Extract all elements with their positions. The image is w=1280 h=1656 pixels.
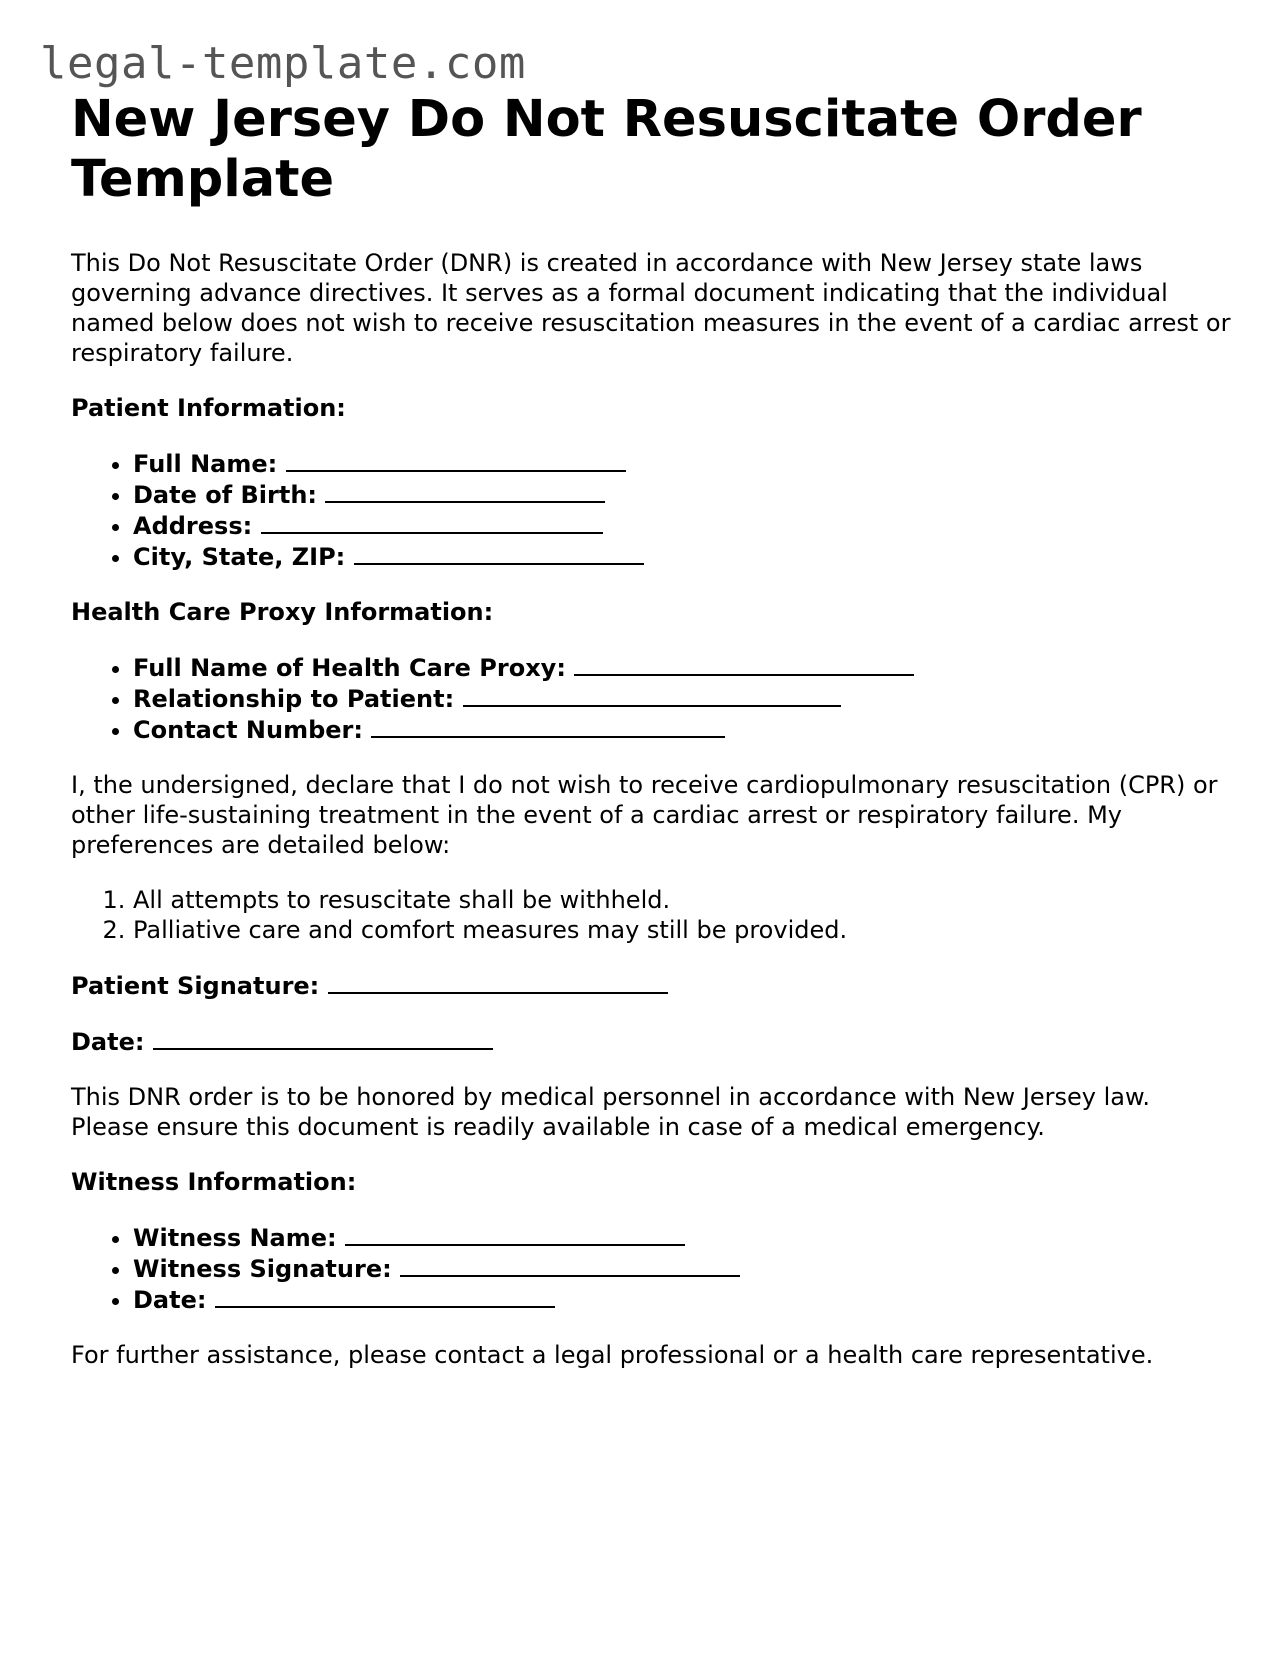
list-item — [133, 1222, 1231, 1253]
dob-label: Date of Birth: — [133, 481, 318, 509]
witness-name-label: Witness Name: — [133, 1224, 337, 1252]
document-body — [71, 90, 1231, 1370]
patient-signature-line — [71, 970, 1231, 1001]
intro-paragraph: This Do Not Resuscitate Order (DNR) is created in accordance with New Jersey state laws governing advance directives. It serves as a formal document indicating that the individual named below does not wish to receive resuscitation measures in the event of a cardiac arrest or respiratory failure. — [71, 249, 1231, 367]
city-state-zip-label: City, State, ZIP: — [133, 543, 346, 571]
patient-info-heading: Patient Information: — [71, 394, 346, 422]
full-name-field[interactable] — [286, 448, 626, 472]
list-item — [133, 652, 1231, 683]
proxy-info-list — [71, 652, 1231, 745]
honor-statement: This DNR order is to be honored by medical personnel in accordance with New Jersey law. Please ensure this document is readily available in case of a medical emergency. — [71, 1083, 1151, 1141]
date-label: Date: — [71, 1028, 145, 1056]
contact-number-field[interactable] — [371, 714, 725, 738]
list-item — [133, 448, 1231, 479]
preferences-list — [71, 885, 1231, 945]
proxy-info-heading: Health Care Proxy Information: — [71, 598, 494, 626]
witness-signature-label: Witness Signature: — [133, 1255, 392, 1283]
patient-signature-label: Patient Signature: — [71, 972, 320, 1000]
dob-field[interactable] — [325, 479, 605, 503]
address-field[interactable] — [261, 510, 603, 534]
patient-info-list — [71, 448, 1231, 572]
list-item — [133, 479, 1231, 510]
list-item — [133, 541, 1231, 572]
city-state-zip-field[interactable] — [354, 541, 644, 565]
proxy-name-label: Full Name of Health Care Proxy: — [133, 654, 566, 682]
proxy-name-field[interactable] — [574, 652, 914, 676]
full-name-label: Full Name: — [133, 450, 278, 478]
witness-signature-field[interactable] — [400, 1253, 740, 1277]
closing-paragraph: For further assistance, please contact a legal professional or a health care representative. — [71, 1341, 1154, 1369]
witness-info-list — [71, 1222, 1231, 1315]
list-item — [133, 683, 1231, 714]
list-item — [133, 1284, 1231, 1315]
list-item: 2. Palliative care and comfort measures may still be provided. — [133, 915, 1231, 945]
address-label: Address: — [133, 512, 253, 540]
witness-date-field[interactable] — [215, 1284, 555, 1308]
witness-date-label: Date: — [133, 1286, 207, 1314]
watermark-logo: legal-template.com — [40, 38, 526, 89]
list-item — [133, 1253, 1231, 1284]
page-title: New Jersey Do Not Resuscitate Order Template — [71, 90, 1142, 209]
witness-info-heading: Witness Information: — [71, 1168, 357, 1196]
relationship-label: Relationship to Patient: — [133, 685, 455, 713]
list-item — [133, 714, 1231, 745]
date-field[interactable] — [153, 1026, 493, 1050]
contact-number-label: Contact Number: — [133, 716, 363, 744]
relationship-field[interactable] — [463, 683, 841, 707]
patient-signature-field[interactable] — [328, 970, 668, 994]
list-item: 1. All attempts to resuscitate shall be withheld. — [133, 885, 1231, 915]
date-line — [71, 1026, 1231, 1057]
list-item — [133, 510, 1231, 541]
declaration-paragraph: I, the undersigned, declare that I do not wish to receive cardiopulmonary resuscitation (CPR) or other life-sustaining treatment in the event of a cardiac arrest or respiratory failure. My preferences are detailed below: — [71, 771, 1218, 859]
witness-name-field[interactable] — [345, 1222, 685, 1246]
